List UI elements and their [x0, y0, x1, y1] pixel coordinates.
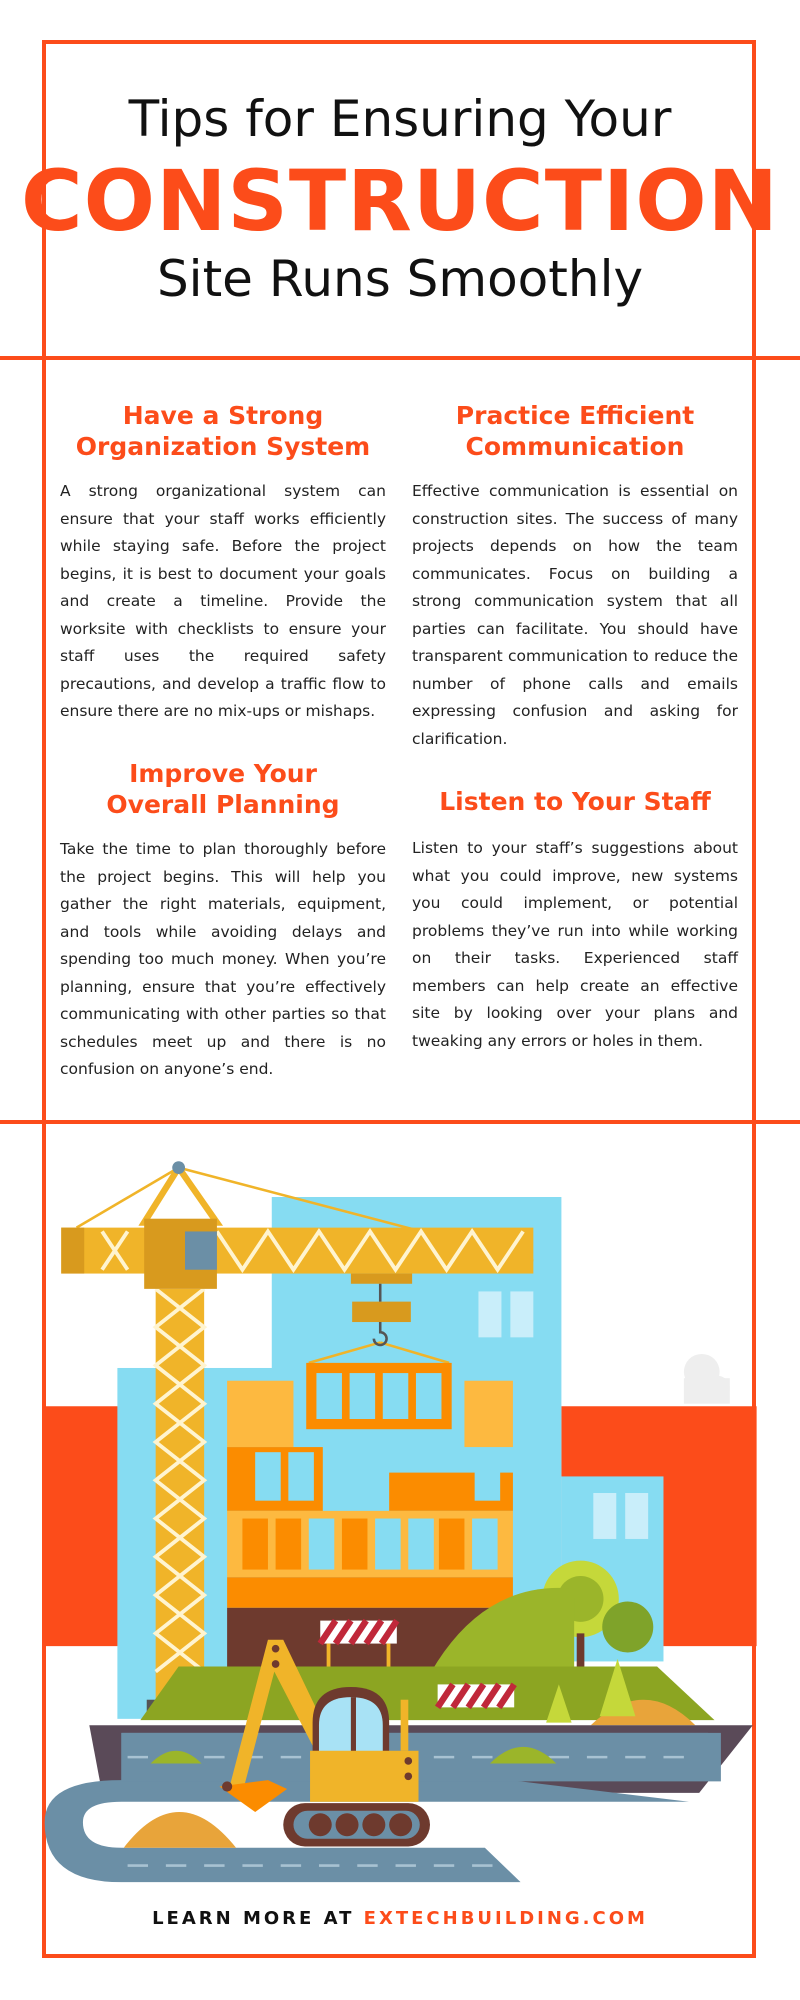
tip-communication	[412, 400, 738, 753]
tip-body: Take the time to plan thoroughly before the project begins. This will help you gather the right materials, equipment, and tools while avoiding delays and spending too much money. When you’re planning, ensure that you’re effectively communicating with other parties so that schedules meet up and there is no confusion on anyone’s end.	[60, 840, 386, 1078]
website-link[interactable]: EXTECHBUILDING.COM	[363, 1908, 648, 1929]
footer-prefix: LEARN MORE AT	[152, 1908, 364, 1929]
tip-title: Improve Your Overall Planning	[106, 759, 340, 819]
title-line-2: CONSTRUCTION	[21, 152, 779, 250]
tip-title: Practice Efficient Communication	[455, 401, 695, 461]
tip-body: A strong organizational system can ensure that your staff works efficiently while staying safe. Before the project begins, it is best to document your goals and create a timeline. Provide the worksite with checklists to ensure your staff uses the required safety precautions, and develop a traffic flow to ensure there are no mix-ups or mishaps.	[60, 482, 386, 720]
divider	[0, 356, 800, 360]
tip-organization	[60, 400, 386, 726]
title-line-3: Site Runs Smoothly	[156, 250, 644, 308]
cloud-icon	[684, 1354, 730, 1404]
tip-staff	[412, 786, 738, 1055]
tip-title: Have a Strong Organization System	[75, 401, 371, 461]
construction-illustration	[0, 1123, 800, 1960]
footer-cta	[0, 1908, 800, 1929]
tip-body: Listen to your staff’s suggestions about what you could improve, new systems you could implement, or potential problems they’ve run into while working on their tasks. Experienced staff members can help create an effective site by looking over your plans and tweaking any errors or holes in them.	[412, 839, 738, 1050]
tip-planning	[60, 758, 386, 1084]
tip-title: Listen to Your Staff	[439, 787, 711, 816]
title-line-1: Tips for Ensuring Your	[128, 90, 672, 148]
tip-body: Effective communication is essential on construction sites. The success of many projects depends on how the team communicates. Focus on building a strong communication system that all parties can facilitate. You should have transparent communication to reduce the number of phone calls and emails expressing confusion and asking for clarification.	[412, 482, 738, 748]
